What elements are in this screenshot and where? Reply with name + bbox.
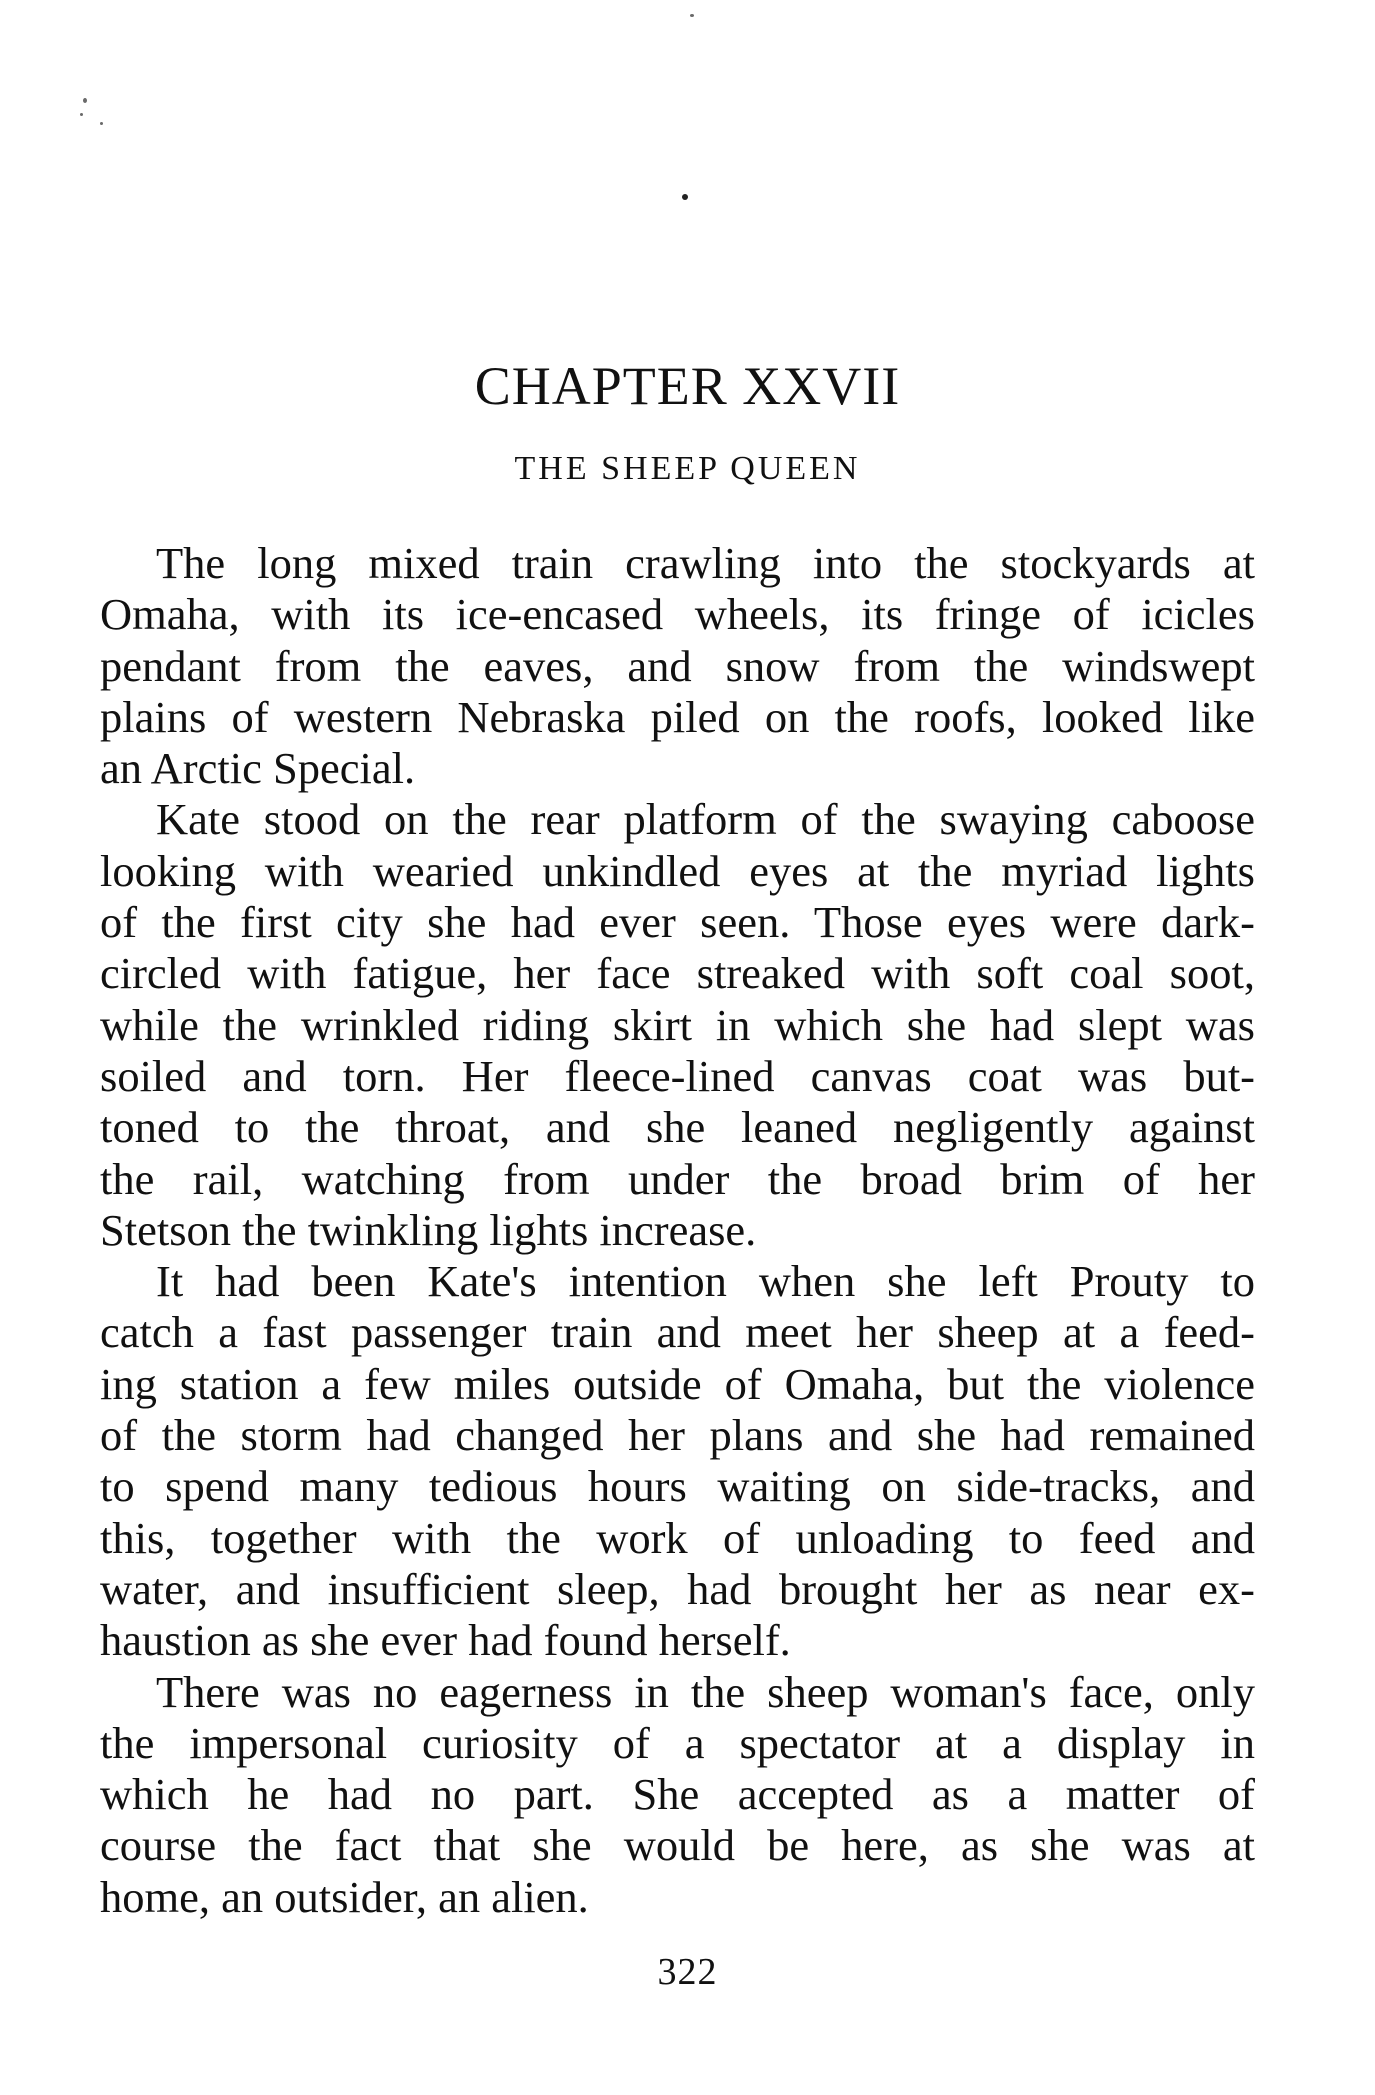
text-line: ing station a few miles outside of Omaha, but the violence [100, 1358, 1255, 1409]
text-line: of the first city she had ever seen. Those eyes were dark- [100, 897, 1255, 948]
chapter-subtitle: THE SHEEP QUEEN [514, 450, 861, 487]
text-line: looking with wearied unkindled eyes at the myriad lights [100, 845, 1255, 896]
text-line: while the wrinkled riding skirt in which she had slept was [100, 999, 1255, 1050]
text-line: There was no eagerness in the sheep woman's face, only [156, 1666, 1255, 1717]
chapter-title: CHAPTER XXVII [474, 356, 901, 416]
text-line: home, an outsider, an alien. [100, 1871, 589, 1922]
text-line: catch a fast passenger train and meet her sheep at a feed- [100, 1307, 1255, 1358]
text-line: The long mixed train crawling into the stockyards at [156, 538, 1255, 588]
print-speck [682, 194, 688, 200]
text-line: which he had no part. She accepted as a matter of [100, 1769, 1255, 1820]
paragraph [100, 794, 1255, 1256]
print-speck [690, 14, 694, 17]
paragraph [100, 1667, 1255, 1923]
text-line: Omaha, with its ice-encased wheels, its fringe of icicles [100, 589, 1255, 640]
text-line: the impersonal curiosity of a spectator at a display in [100, 1717, 1255, 1768]
paragraph [100, 1256, 1255, 1666]
print-speck [100, 122, 103, 125]
text-line: pendant from the eaves, and snow from the windswept [100, 640, 1255, 691]
text-line: of the storm had changed her plans and she had remained [100, 1410, 1255, 1461]
print-speck [83, 98, 87, 103]
text-line: to spend many tedious hours waiting on side-tracks, and [100, 1461, 1255, 1512]
text-line: course the fact that she would be here, as she was at [100, 1820, 1255, 1871]
text-line: water, and insufficient sleep, had brought her as near ex- [100, 1563, 1255, 1614]
text-line: an Arctic Special. [100, 743, 416, 794]
text-line: soiled and torn. Her fleece-lined canvas coat was but- [100, 1050, 1255, 1101]
text-line: Kate stood on the rear platform of the swaying caboose [156, 794, 1255, 845]
page-number: 322 [657, 1951, 718, 1993]
text-line: this, together with the work of unloading to feed and [100, 1512, 1255, 1563]
body-text [100, 538, 1255, 1923]
print-speck [80, 113, 83, 116]
text-line: circled with fatigue, her face streaked with soft coal soot, [100, 948, 1255, 999]
text-line: plains of western Nebraska piled on the roofs, looked like [100, 691, 1255, 742]
paragraph [100, 538, 1255, 794]
text-line: the rail, watching from under the broad brim of her [100, 1153, 1255, 1204]
text-line: Stetson the twinkling lights increase. [100, 1204, 757, 1255]
text-line: haustion as she ever had found herself. [100, 1615, 791, 1666]
text-line: It had been Kate's intention when she left Prouty to [156, 1256, 1255, 1307]
text-line: toned to the throat, and she leaned negligently against [100, 1102, 1255, 1153]
